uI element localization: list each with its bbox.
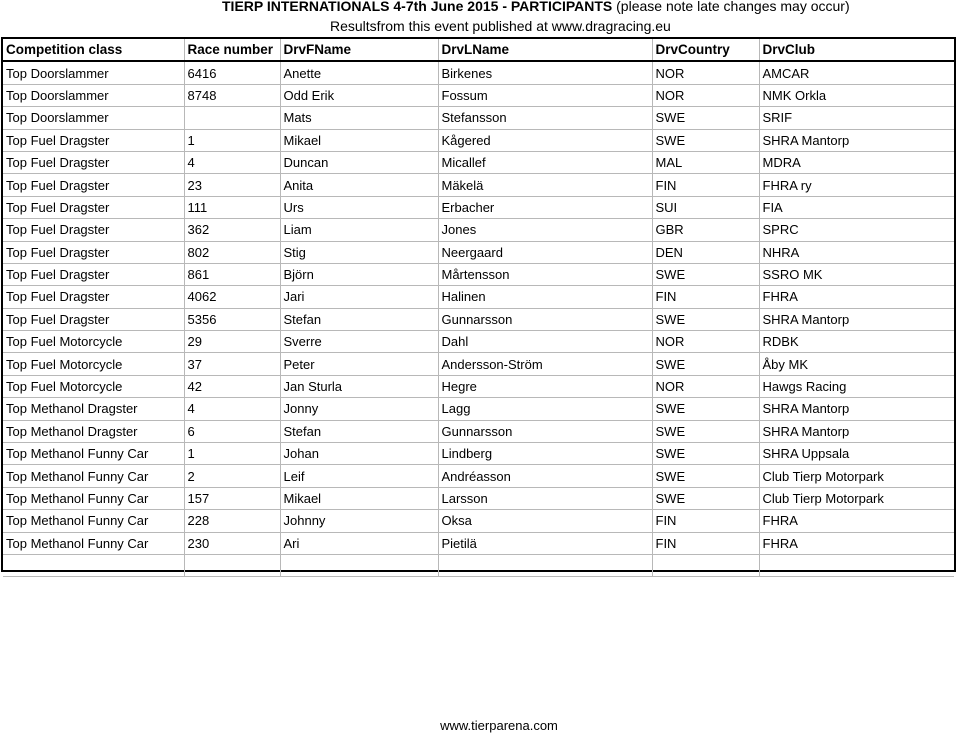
table-cell: Top Fuel Motorcycle: [3, 353, 184, 375]
table-cell: [438, 554, 652, 576]
table-cell: 6: [184, 420, 280, 442]
title-note: (please note late changes may occur): [616, 0, 850, 14]
table-cell: 8748: [184, 84, 280, 106]
table-cell: Pietilä: [438, 532, 652, 554]
table-cell: 23: [184, 174, 280, 196]
table-cell: SWE: [652, 465, 759, 487]
table-cell: 802: [184, 241, 280, 263]
table-cell: SHRA Mantorp: [759, 308, 954, 330]
table-cell: 1: [184, 443, 280, 465]
table-cell: Gunnarsson: [438, 308, 652, 330]
table-cell: SHRA Mantorp: [759, 129, 954, 151]
table-cell: Odd Erik: [280, 84, 438, 106]
table-cell: FIN: [652, 510, 759, 532]
table-cell: 1: [184, 129, 280, 151]
table-cell: 111: [184, 196, 280, 218]
table-row: [3, 353, 954, 375]
table-cell: SPRC: [759, 219, 954, 241]
table-body: [3, 61, 954, 576]
table-cell: Top Fuel Dragster: [3, 286, 184, 308]
table-cell: SWE: [652, 308, 759, 330]
table-cell: Top Methanol Funny Car: [3, 465, 184, 487]
table-cell: Andréasson: [438, 465, 652, 487]
table-cell: Top Methanol Funny Car: [3, 510, 184, 532]
table-cell: NHRA: [759, 241, 954, 263]
table-cell: Top Methanol Funny Car: [3, 443, 184, 465]
table-cell: Dahl: [438, 331, 652, 353]
table-cell: 157: [184, 487, 280, 509]
table-cell: Hawgs Racing: [759, 375, 954, 397]
table-cell: Top Methanol Funny Car: [3, 487, 184, 509]
table-cell: Åby MK: [759, 353, 954, 375]
table-cell: Mikael: [280, 129, 438, 151]
table-cell: 861: [184, 263, 280, 285]
table-row: [3, 308, 954, 330]
table-cell: SWE: [652, 107, 759, 129]
table-cell: Top Methanol Funny Car: [3, 532, 184, 554]
table-cell: Club Tierp Motorpark: [759, 487, 954, 509]
table-cell: Top Doorslammer: [3, 84, 184, 106]
table-row: [3, 510, 954, 532]
table-row: [3, 331, 954, 353]
table-cell: SHRA Uppsala: [759, 443, 954, 465]
table-cell: NMK Orkla: [759, 84, 954, 106]
table-cell: [652, 554, 759, 576]
table-cell: Kågered: [438, 129, 652, 151]
table-cell: 228: [184, 510, 280, 532]
column-header: Race number: [184, 39, 280, 61]
table-cell: 5356: [184, 308, 280, 330]
table-cell: Top Fuel Dragster: [3, 241, 184, 263]
table-cell: FIN: [652, 174, 759, 196]
table-cell: Stig: [280, 241, 438, 263]
table-cell: FIA: [759, 196, 954, 218]
table-cell: 362: [184, 219, 280, 241]
table-row: [3, 420, 954, 442]
table-row: [3, 443, 954, 465]
table-cell: Johan: [280, 443, 438, 465]
title-text: TIERP INTERNATIONALS 4-7th June 2015 - PARTICIPANTS: [222, 0, 613, 14]
table-cell: 230: [184, 532, 280, 554]
table-cell: [184, 107, 280, 129]
table-cell: Top Doorslammer: [3, 61, 184, 84]
table-cell: MAL: [652, 151, 759, 173]
table-cell: Top Fuel Dragster: [3, 174, 184, 196]
table-header-row: [3, 39, 954, 61]
table-cell: 42: [184, 375, 280, 397]
table-cell: SWE: [652, 487, 759, 509]
table-cell: [280, 554, 438, 576]
table-row: [3, 196, 954, 218]
table-cell: Oksa: [438, 510, 652, 532]
footer-url: www.tierparena.com: [440, 718, 558, 733]
table-cell: Top Methanol Dragster: [3, 420, 184, 442]
table-cell: Jonny: [280, 398, 438, 420]
table-cell: Top Fuel Dragster: [3, 219, 184, 241]
table-cell: NOR: [652, 61, 759, 84]
table-cell: Top Fuel Dragster: [3, 151, 184, 173]
table-row: [3, 375, 954, 397]
table-cell: Jan Sturla: [280, 375, 438, 397]
table-cell: SWE: [652, 420, 759, 442]
table-cell: NOR: [652, 84, 759, 106]
table-cell: 6416: [184, 61, 280, 84]
table-cell: SHRA Mantorp: [759, 420, 954, 442]
table-row: [3, 263, 954, 285]
table-row: [3, 84, 954, 106]
table-cell: Urs: [280, 196, 438, 218]
table-cell: Hegre: [438, 375, 652, 397]
table-cell: Neergaard: [438, 241, 652, 263]
table-row: [3, 286, 954, 308]
table-cell: Stefansson: [438, 107, 652, 129]
column-header: DrvClub: [759, 39, 954, 61]
table-cell: 4: [184, 398, 280, 420]
table-row: [3, 219, 954, 241]
table-cell: Mårtensson: [438, 263, 652, 285]
table-cell: Top Fuel Dragster: [3, 308, 184, 330]
column-header: Competition class: [3, 39, 184, 61]
table-cell: Larsson: [438, 487, 652, 509]
table-cell: AMCAR: [759, 61, 954, 84]
table-cell: Top Fuel Dragster: [3, 196, 184, 218]
table-cell: Club Tierp Motorpark: [759, 465, 954, 487]
table-cell: FHRA: [759, 532, 954, 554]
table-cell: Björn: [280, 263, 438, 285]
table-cell: 2: [184, 465, 280, 487]
table-cell: FHRA ry: [759, 174, 954, 196]
table-row: [3, 554, 954, 576]
table-cell: Andersson-Ström: [438, 353, 652, 375]
table-cell: [184, 554, 280, 576]
table-cell: SWE: [652, 129, 759, 151]
table-row: [3, 61, 954, 84]
table-cell: Mäkelä: [438, 174, 652, 196]
table-cell: Top Fuel Dragster: [3, 263, 184, 285]
table-cell: Ari: [280, 532, 438, 554]
table-row: [3, 107, 954, 129]
table-cell: SRIF: [759, 107, 954, 129]
table-cell: SSRO MK: [759, 263, 954, 285]
table-row: [3, 465, 954, 487]
table-cell: Jari: [280, 286, 438, 308]
table-cell: FHRA: [759, 510, 954, 532]
table-cell: Top Fuel Motorcycle: [3, 331, 184, 353]
table-cell: Fossum: [438, 84, 652, 106]
table-cell: Stefan: [280, 308, 438, 330]
table-cell: Anette: [280, 61, 438, 84]
table-cell: Top Fuel Dragster: [3, 129, 184, 151]
table-row: [3, 174, 954, 196]
table-row: [3, 151, 954, 173]
table-cell: Anita: [280, 174, 438, 196]
table-cell: Duncan: [280, 151, 438, 173]
table-cell: Halinen: [438, 286, 652, 308]
table-cell: [3, 554, 184, 576]
table-cell: Liam: [280, 219, 438, 241]
table-cell: GBR: [652, 219, 759, 241]
table-cell: Leif: [280, 465, 438, 487]
table-cell: Gunnarsson: [438, 420, 652, 442]
table-cell: Mats: [280, 107, 438, 129]
table-cell: Peter: [280, 353, 438, 375]
column-header: DrvFName: [280, 39, 438, 61]
table-cell: Lagg: [438, 398, 652, 420]
table-cell: SWE: [652, 353, 759, 375]
table-cell: FIN: [652, 286, 759, 308]
table-cell: Erbacher: [438, 196, 652, 218]
table-cell: Lindberg: [438, 443, 652, 465]
table-cell: SUI: [652, 196, 759, 218]
table-cell: 37: [184, 353, 280, 375]
table-cell: SWE: [652, 263, 759, 285]
table-row: [3, 241, 954, 263]
table-cell: Jones: [438, 219, 652, 241]
table-cell: Micallef: [438, 151, 652, 173]
table-cell: [759, 554, 954, 576]
table-cell: Top Methanol Dragster: [3, 398, 184, 420]
table-cell: 4: [184, 151, 280, 173]
table-row: [3, 398, 954, 420]
table-row: [3, 129, 954, 151]
table-cell: 4062: [184, 286, 280, 308]
table-cell: SWE: [652, 443, 759, 465]
table-cell: Mikael: [280, 487, 438, 509]
table-cell: MDRA: [759, 151, 954, 173]
table-cell: Birkenes: [438, 61, 652, 84]
table-cell: Johnny: [280, 510, 438, 532]
table-row: [3, 487, 954, 509]
table-cell: Stefan: [280, 420, 438, 442]
participants-table: [3, 39, 954, 577]
table-cell: SWE: [652, 398, 759, 420]
table-cell: RDBK: [759, 331, 954, 353]
table-cell: Sverre: [280, 331, 438, 353]
table-cell: Top Fuel Motorcycle: [3, 375, 184, 397]
participants-table-container: [1, 37, 956, 572]
table-cell: Top Doorslammer: [3, 107, 184, 129]
table-cell: FHRA: [759, 286, 954, 308]
table-cell: DEN: [652, 241, 759, 263]
column-header: DrvCountry: [652, 39, 759, 61]
table-cell: NOR: [652, 331, 759, 353]
table-row: [3, 532, 954, 554]
page-subtitle: Resultsfrom this event published at www.dragracing.eu: [330, 18, 671, 34]
table-cell: 29: [184, 331, 280, 353]
table-cell: NOR: [652, 375, 759, 397]
page-title: [222, 0, 850, 15]
column-header: DrvLName: [438, 39, 652, 61]
table-cell: FIN: [652, 532, 759, 554]
table-cell: SHRA Mantorp: [759, 398, 954, 420]
